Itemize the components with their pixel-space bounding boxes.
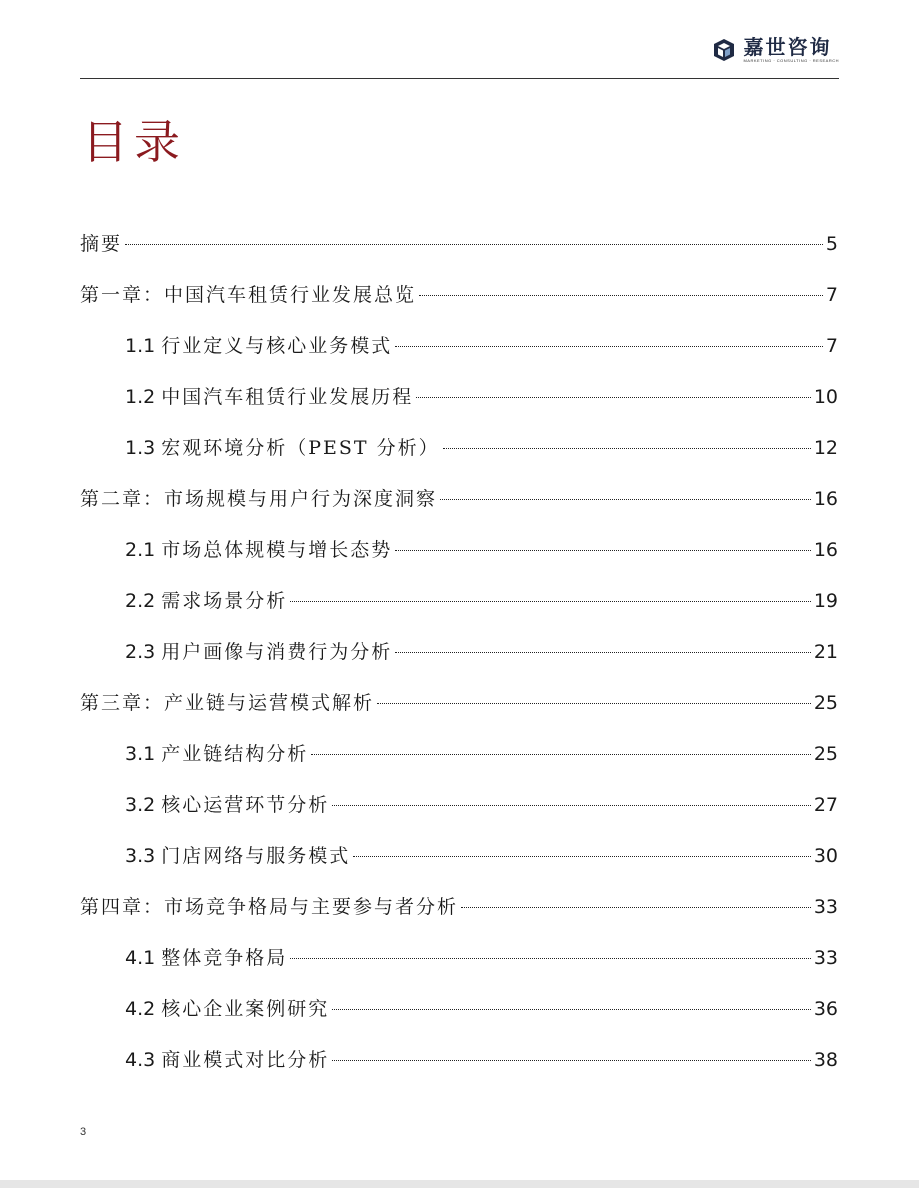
toc-section-number: 2.2 [125,590,156,612]
toc-dot-leader [332,1060,811,1061]
toc-dot-leader [332,1009,811,1010]
toc-page-number: 7 [825,335,838,357]
toc-entry-label: 整体竞争格局 [161,947,288,969]
toc-chapter-entry[interactable] [80,889,838,940]
toc-chapter-entry[interactable] [80,277,838,328]
toc-entry-label: 核心运营环节分析 [161,794,330,816]
brand-logo [711,36,839,64]
toc-entry-label: 第二章：市场规模与用户行为深度洞察 [80,488,438,510]
toc-dot-leader [461,907,811,908]
toc-section-entry[interactable] [80,940,838,991]
toc-chapter-entry[interactable] [80,685,838,736]
toc-page-number: 19 [813,590,838,612]
toc-page-number: 16 [813,539,838,561]
table-of-contents [80,226,838,1093]
toc-section-entry[interactable] [80,379,838,430]
toc-section-entry[interactable] [80,1042,838,1093]
toc-section-entry[interactable] [80,634,838,685]
toc-page-number: 27 [813,794,838,816]
toc-entry-label: 第三章：产业链与运营模式解析 [80,692,375,714]
toc-dot-leader [377,703,811,704]
toc-dot-leader [395,550,811,551]
toc-entry-label: 门店网络与服务模式 [161,845,351,867]
toc-dot-leader [290,601,811,602]
toc-dot-leader [440,499,811,500]
toc-dot-leader [419,295,823,296]
toc-section-entry[interactable] [80,787,838,838]
toc-page-number: 25 [813,692,838,714]
toc-page-number: 38 [813,1049,838,1071]
toc-entry-label: 产业链结构分析 [161,743,309,765]
toc-page-number: 12 [813,437,838,459]
toc-section-number: 3.2 [125,794,156,816]
toc-section-number: 4.2 [125,998,156,1020]
toc-entry-label: 市场总体规模与增长态势 [161,539,393,561]
toc-section-number: 1.3 [125,437,156,459]
toc-dot-leader [311,754,811,755]
toc-section-number: 3.1 [125,743,156,765]
toc-section-entry[interactable] [80,736,838,787]
toc-page-number: 36 [813,998,838,1020]
toc-page-number: 10 [813,386,838,408]
toc-section-number: 4.3 [125,1049,156,1071]
toc-page-number: 25 [813,743,838,765]
toc-dot-leader [443,448,811,449]
toc-page-number: 33 [813,896,838,918]
toc-section-entry[interactable] [80,838,838,889]
page-bottom-edge [0,1180,919,1188]
toc-chapter-entry[interactable] [80,481,838,532]
toc-chapter-entry[interactable] [80,226,838,277]
toc-section-number: 2.3 [125,641,156,663]
toc-page-number: 21 [813,641,838,663]
toc-dot-leader [332,805,811,806]
toc-entry-label: 商业模式对比分析 [161,1049,330,1071]
toc-entry-label: 核心企业案例研究 [161,998,330,1020]
toc-section-entry[interactable] [80,991,838,1042]
toc-section-entry[interactable] [80,583,838,634]
toc-entry-label: 用户画像与消费行为分析 [161,641,393,663]
toc-dot-leader [416,397,811,398]
toc-section-entry[interactable] [80,430,838,481]
brand-name: 嘉世咨询 [743,35,832,59]
toc-entry-label: 需求场景分析 [161,590,288,612]
toc-dot-leader [290,958,811,959]
toc-entry-label: 第四章：市场竞争格局与主要参与者分析 [80,896,459,918]
cube-logo-icon [711,37,737,63]
toc-section-entry[interactable] [80,328,838,379]
toc-dot-leader [395,652,811,653]
toc-page-number: 33 [813,947,838,969]
toc-section-number: 1.2 [125,386,156,408]
toc-section-number: 3.3 [125,845,156,867]
toc-page-number: 30 [813,845,838,867]
toc-dot-leader [395,346,823,347]
toc-dot-leader [125,244,823,245]
toc-section-number: 2.1 [125,539,156,561]
brand-tagline: MARKETING · CONSULTING · RESEARCH [743,58,839,63]
toc-page-number: 16 [813,488,838,510]
toc-section-number: 4.1 [125,947,156,969]
toc-section-entry[interactable] [80,532,838,583]
page-number: 3 [80,1126,87,1138]
toc-entry-label: 第一章：中国汽车租赁行业发展总览 [80,284,417,306]
toc-entry-label: 行业定义与核心业务模式 [161,335,393,357]
toc-section-number: 1.1 [125,335,156,357]
toc-page-number: 7 [825,284,838,306]
toc-page-number: 5 [825,233,838,255]
toc-dot-leader [353,856,811,857]
page-title: 目录 [82,115,186,169]
toc-entry-label: 中国汽车租赁行业发展历程 [161,386,414,408]
toc-entry-label: 摘要 [80,233,123,255]
header-divider [80,78,839,79]
toc-entry-label: 宏观环境分析（PEST 分析） [161,437,440,459]
